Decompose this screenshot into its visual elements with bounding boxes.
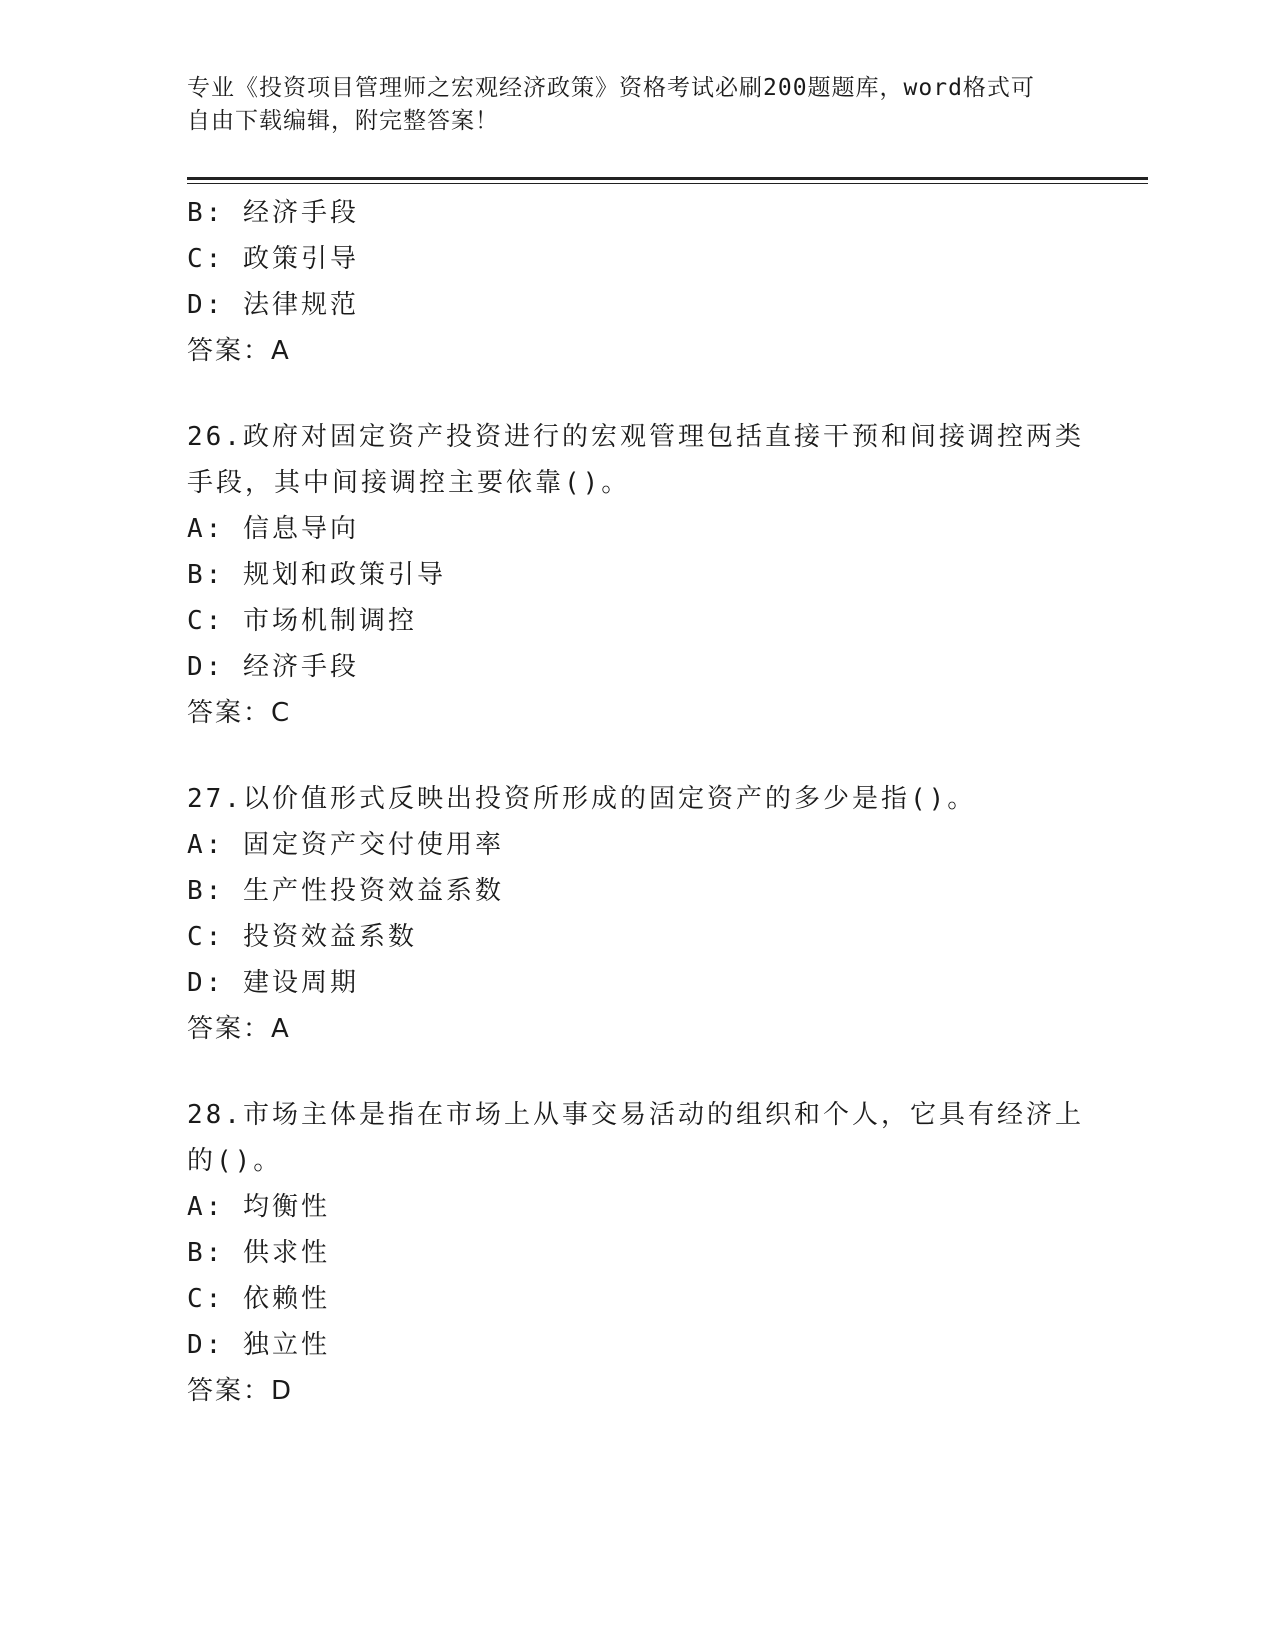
answer-line: 答案：C [187, 698, 292, 728]
header-line-1: 专业《投资项目管理师之宏观经济政策》资格考试必刷200题题库，word格式可 [187, 75, 1035, 101]
option-d: D: 经济手段 [187, 652, 359, 682]
option-b: B: 经济手段 [187, 198, 359, 228]
header-line-2: 自由下载编辑，附完整答案！ [187, 108, 499, 134]
option-c: C: 依赖性 [187, 1284, 330, 1314]
question-stem-line: 26.政府对固定资产投资进行的宏观管理包括直接干预和间接调控两类 [187, 422, 1084, 452]
option-d: D: 法律规范 [187, 290, 359, 320]
option-c: C: 政策引导 [187, 244, 359, 274]
header-rule-thick [187, 177, 1148, 180]
question-stem-line: 手段，其中间接调控主要依靠()。 [187, 468, 631, 498]
option-a: A: 均衡性 [187, 1192, 330, 1222]
option-c: C: 市场机制调控 [187, 606, 417, 636]
header-rule-thin [187, 183, 1148, 184]
option-c: C: 投资效益系数 [187, 922, 417, 952]
carryover-question [187, 190, 1087, 374]
answer-line: 答案：A [187, 336, 291, 366]
question-stem-line: 27.以价值形式反映出投资所形成的固定资产的多少是指()。 [187, 784, 977, 814]
option-b: B: 生产性投资效益系数 [187, 876, 504, 906]
answer-line: 答案：D [187, 1376, 294, 1406]
option-d: D: 独立性 [187, 1330, 330, 1360]
page-header [187, 72, 1067, 138]
option-a: A: 固定资产交付使用率 [187, 830, 504, 860]
question-26 [187, 414, 1087, 736]
question-stem-line: 的()。 [187, 1146, 283, 1176]
document-body [187, 190, 1087, 1414]
option-d: D: 建设周期 [187, 968, 359, 998]
question-stem-line: 28.市场主体是指在市场上从事交易活动的组织和个人，它具有经济上 [187, 1100, 1084, 1130]
answer-line: 答案：A [187, 1014, 291, 1044]
option-b: B: 规划和政策引导 [187, 560, 446, 590]
question-27 [187, 776, 1087, 1052]
option-a: A: 信息导向 [187, 514, 359, 544]
question-28 [187, 1092, 1087, 1414]
option-b: B: 供求性 [187, 1238, 330, 1268]
